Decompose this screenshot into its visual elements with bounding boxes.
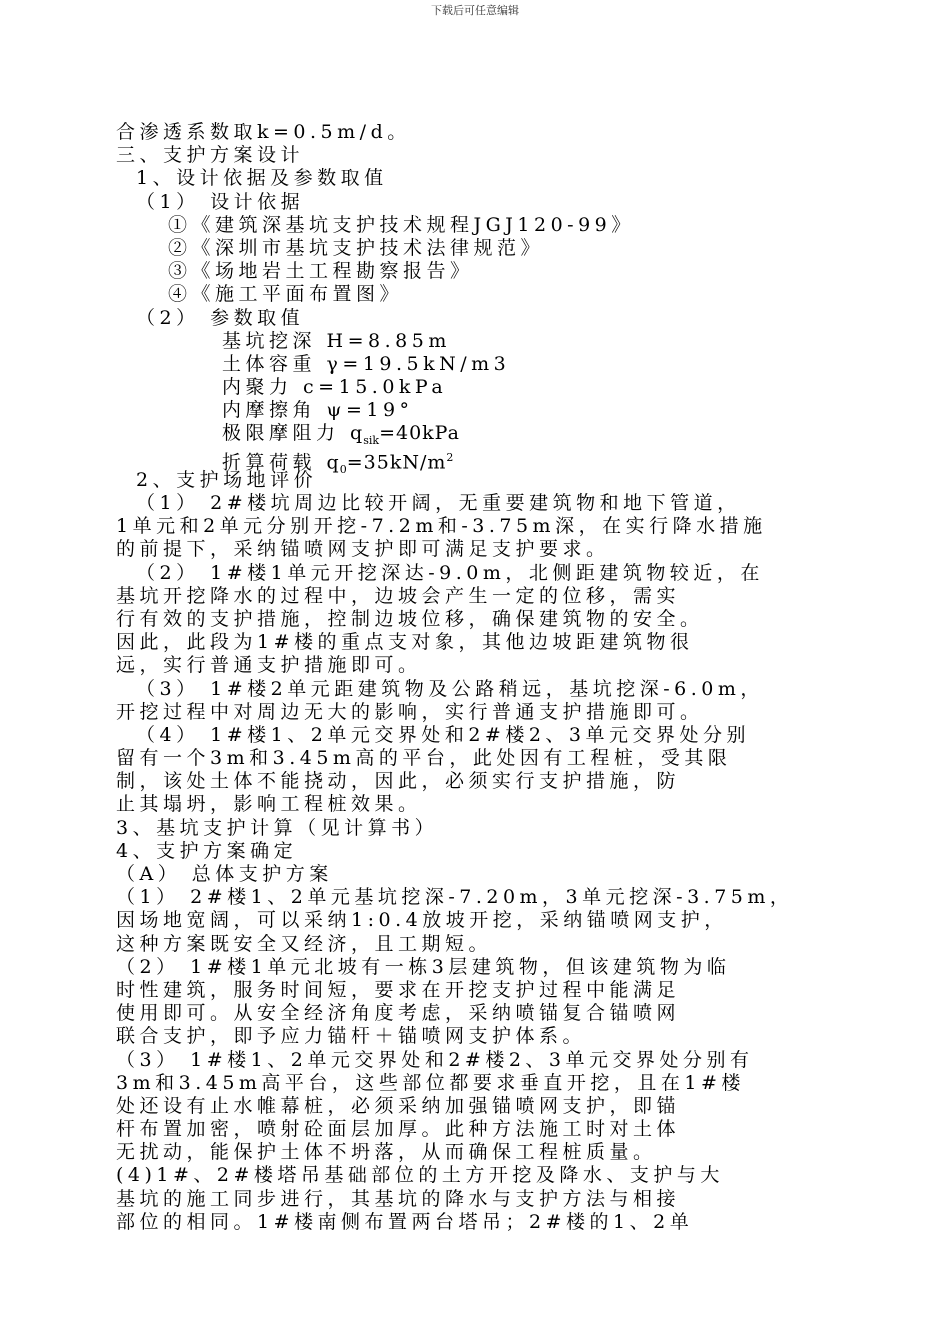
item-heading: （2） 参数取值: [136, 306, 305, 329]
load-superscript: 2: [446, 450, 454, 464]
text-line: 时性建筑，服务时间短，要求在开挖支护过程中能满足: [116, 978, 681, 1001]
text-line: 止其塌坍，影响工程桩效果。: [116, 793, 422, 816]
text-line: (4)1#、2#楼塔吊基础部位的土方开挖及降水、支护与大: [116, 1164, 724, 1187]
text-line: 留有一个3m和3.45m高的平台，此处因有工程桩，受其限: [116, 747, 732, 770]
reference-item: ③《场地岩土工程勘察报告》: [168, 260, 474, 283]
text-line: 基坑开挖降水的过程中，边坡会产生一定的位移，需实: [116, 584, 681, 607]
text-line: 无扰动，能保护土体不坍落，从而确保工程桩质量。: [116, 1141, 657, 1164]
friction-value: =40kPa: [379, 422, 460, 445]
text-line: 合渗透系数取k=0.5m/d。: [116, 121, 411, 143]
text-line: 处还设有止水帷幕桩，必须采纳加强锚喷网支护，即锚: [116, 1094, 681, 1117]
parameter-row: 内聚力 c=15.0kPa: [222, 376, 448, 399]
text-line: 部位的相同。1#楼南侧布置两台塔吊；2#楼的1、2单: [116, 1210, 694, 1233]
load-label: 折算荷载: [222, 450, 327, 473]
text-line: （3） 1#楼1、2单元交界处和2#楼2、3单元交界处分别有: [116, 1048, 754, 1071]
text-line: （2） 1#楼1单元北坡有一栋3层建筑物，但该建筑物为临: [116, 955, 731, 978]
text-line: 制，该处土体不能挠动，因此，必须实行支护措施，防: [116, 770, 681, 793]
subsection-heading: 2、支护场地评价: [136, 468, 318, 491]
load-subscript: 0: [339, 462, 347, 476]
load-symbol: q: [326, 450, 340, 473]
text-line: 的前提下，采纳锚喷网支护即可满足支护要求。: [116, 538, 610, 561]
text-line: 1单元和2单元分别开挖-7.2m和-3.75m深，在实行降水措施: [116, 515, 767, 538]
text-line: （4） 1#楼1、2单元交界处和2#楼2、3单元交界处分别: [136, 723, 750, 746]
page-header: 下载后可任意编辑: [431, 4, 519, 17]
subsection-heading: 4、支护方案确定: [116, 839, 298, 862]
friction-symbol: q: [350, 422, 364, 445]
text-line: 这种方案既安全又经济，且工期短。: [116, 932, 493, 955]
text-line: 基坑的施工同步进行，其基坑的降水与支护方法与相接: [116, 1187, 681, 1210]
reference-item: ②《深圳市基坑支护技术法律规范》: [168, 236, 545, 259]
text-line: 杆布置加密，喷射砼面层加厚。此种方法施工时对土体: [116, 1118, 681, 1141]
document-body: [116, 121, 878, 1234]
text-line: （1） 2#楼坑周边比较开阔，无重要建筑物和地下管道，: [136, 492, 741, 514]
reference-item: ④《施工平面布置图》: [168, 283, 404, 306]
text-line: （2） 1#楼1单元开挖深达-9.0m，北侧距建筑物较近，在: [136, 561, 764, 584]
text-line: 3m和3.45m高平台，这些部位都要求垂直开挖，且在1#楼: [116, 1071, 745, 1094]
subsection-heading: 3、基坑支护计算（见计算书）: [116, 816, 439, 839]
section-heading: 三、支护方案设计: [116, 144, 305, 167]
friction-label: 极限摩阻力: [222, 422, 351, 445]
item-heading: （1） 设计依据: [136, 190, 305, 213]
text-line: 使用即可。从安全经济角度考虑，采纳喷锚复合锚喷网: [116, 1002, 681, 1025]
reference-item: ①《建筑深基坑支护技术规程JGJ120-99》: [168, 213, 635, 236]
text-line: 联合支护，即予应力锚杆＋锚喷网支护体系。: [116, 1025, 587, 1048]
text-line: 开挖过程中对周边无大的影响，实行普通支护措施即可。: [116, 700, 704, 723]
item-heading: （A） 总体支护方案: [116, 863, 333, 885]
parameter-row: 基坑挖深 H=8.85m: [222, 329, 451, 352]
parameter-row: 土体容重 γ=19.5kN/m3: [222, 352, 511, 375]
parameter-row: 内摩擦角 ψ=19°: [222, 399, 414, 422]
text-line: （3） 1#楼2单元距建筑物及公路稍远，基坑挖深-6.0m，: [136, 677, 764, 700]
friction-subscript: sik: [363, 434, 380, 448]
parameter-row-load: [116, 446, 878, 476]
text-line: 远，实行普通支护措施即可。: [116, 654, 422, 677]
text-line: （1） 2#楼1、2单元基坑挖深-7.20m，3单元挖深-3.75m，: [116, 886, 794, 909]
text-line: 因此，此段为1#楼的重点支对象，其他边坡距建筑物很: [116, 631, 694, 654]
subsection-heading: 1、设计依据及参数取值: [136, 167, 388, 190]
load-value: =35kN/m: [346, 450, 447, 473]
text-line: 因场地宽阔，可以采纳1:0.4放坡开挖，采纳锚喷网支护，: [116, 909, 728, 932]
parameter-row-friction: [116, 422, 878, 448]
text-line: 行有效的支护措施，控制边坡位移，确保建筑物的安全。: [116, 607, 704, 630]
